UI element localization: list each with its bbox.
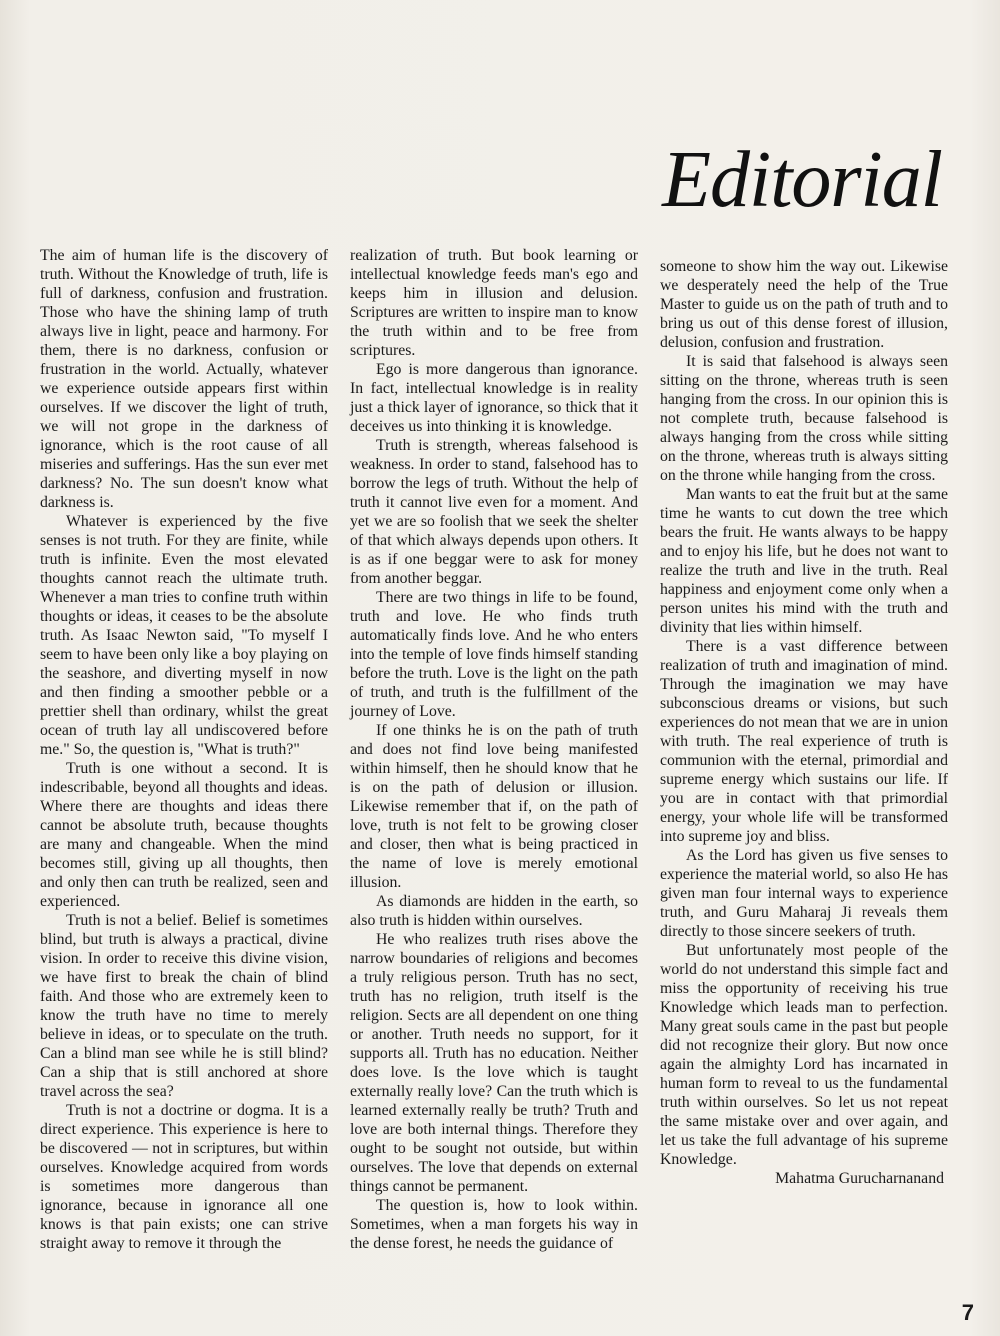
paragraph: The aim of human life is the discovery of truth. Without the Knowledge of truth, life is full of darkness, confusion and frustration. Those who have the shining lamp of truth always live in light, peace and harmony. For them, there is no darkness, confusion or frustration in the world. Actually, whatever we experience outside appears first within ourselves. If we discover the light of truth, we will not grope in the darkness of ignorance, which is the root cause of all miseries and sufferings. Has the sun ever met darkness? No. The sun doesn't know what darkness is.: [40, 247, 328, 511]
paragraph: But unfortunately most people of the world do not understand this simple fact and miss the opportunity of receiving his true Knowledge which leads man to perfection. Many great souls came in the past but people did not recognize their glory. But now once again the almighty Lord has incarnated in human form to reveal to us the fundamental truth within ourselves. So let us not repeat the same mistake over and over again, and let us take the full advantage of his supreme Knowledge.: [660, 942, 948, 1168]
column-3: [660, 257, 948, 1253]
paragraph: realization of truth. But book learning or intellectual knowledge feeds man's ego and keeps him in illusion and delusion. Scriptures are written to inspire man to know the truth within and to be free from scriptures.: [350, 247, 638, 359]
paragraph: The question is, how to look within. Sometimes, when a man forgets his way in the dense forest, he needs the guidance of: [350, 1197, 638, 1252]
paragraph: Truth is one without a second. It is indescribable, beyond all thoughts and ideas. Where there are thoughts and ideas there cannot be absolute truth, because thoughts are many and changeable. When the mind becomes still, giving up all thoughts, then and only then can truth be realized, seen and experienced.: [40, 760, 328, 910]
paragraph: Ego is more dangerous than ignorance. In fact, intellectual knowledge is in reality just a thick layer of ignorance, so thick that it deceives us into thinking it is knowledge.: [350, 361, 638, 435]
paragraph: There are two things in life to be found, truth and love. He who finds truth automatically finds love. And he who enters into the temple of love finds himself standing before the truth. Love is the light on the path of truth, and truth is the fulfillment of the journey of Love.: [350, 589, 638, 720]
paragraph: someone to show him the way out. Likewise we desperately need the help of the True Master to guide us on the path of truth and to bring us out of this dense forest of illusion, delusion, confusion and frustration.: [660, 258, 948, 351]
paragraph: As diamonds are hidden in the earth, so also truth is hidden within ourselves.: [350, 893, 638, 929]
paragraph: Truth is not a doctrine or dogma. It is a direct experience. This experience is here to be discovered — not in scriptures, but within ourselves. Knowledge acquired from words is sometimes more dangerous than ignorance, because in ignorance all one knows is that pain exists; one can strive straight away to remove it through the: [40, 1102, 328, 1252]
column-2: [350, 246, 638, 1253]
paragraph: If one thinks he is on the path of truth and does not find love being manifested within himself, then he should know that he is on the path of delusion or illusion. Likewise remember that if, on the path of love, truth is not felt to be growing closer and closer, then what is being practiced in the name of love is merely emotional illusion.: [350, 722, 638, 891]
paragraph: Truth is strength, whereas falsehood is weakness. In order to stand, falsehood has to borrow the legs of truth. Without the help of truth it cannot live even for a moment. And yet we are so foolish that we seek the shelter of that which always depends upon others. It is as if one beggar were to ask for money from another beggar.: [350, 437, 638, 587]
paragraph: He who realizes truth rises above the narrow boundaries of religions and becomes a truly religious person. Truth has no sect, truth has no religion, truth itself is the religion. Sects are all dependent on one thing or another. Truth needs no support, for it supports all. Truth has no education. Neither does love. Is the love which is taught externally really love? Can the truth which is learned externally really be truth? Truth and love are both internal things. Therefore they ought to be sought not outside, but within ourselves. The love that depends on external things cannot be permanent.: [350, 931, 638, 1195]
column-1: [40, 246, 328, 1253]
author-signature: Mahatma Gurucharnanand: [775, 1170, 944, 1187]
paragraph: It is said that falsehood is always seen sitting on the throne, whereas truth is seen hanging from the cross. In our opinion this is not complete truth, because falsehood is always hanging from the cross while sitting on the throne, whereas truth is always sitting on the throne while hanging from the cross.: [660, 353, 948, 484]
paragraph: Truth is not a belief. Belief is sometimes blind, but truth is always a practical, divine vision. In order to receive this divine vision, we have first to break the chain of blind faith. And those who are extremely keen to know the truth have no time to merely believe in ideas, or to speculate on the truth. Can a blind man see while he is still blind? Can a ship that is still anchored at shore travel across the sea?: [40, 912, 328, 1100]
paragraph: Whatever is experienced by the five senses is not truth. For they are finite, while truth is infinite. Even the most elevated thoughts cannot reach the ultimate truth. Whenever a man tries to confine truth within thoughts or ideas, it ceases to be the absolute truth. As Isaac Newton said, "To myself I seem to have been only like a boy playing on the seashore, and diverting myself in now and then finding a smoother pebble or a prettier shell than ordinary, whilst the great ocean of truth lay all undiscovered before me." So, the question is, "What is truth?": [40, 513, 328, 758]
page-number: 7: [961, 1300, 974, 1325]
paragraph: As the Lord has given us five senses to experience the material world, so also He has given man four internal ways to experience truth, and Guru Maharaj Ji reveals them directly to those sincere seekers of truth.: [660, 847, 948, 940]
paragraph: There is a vast difference between realization of truth and imagination of mind. Through the imagination we may have subconscious dreams or visions, but such experiences do not mean that we are in union with truth. The real experience of truth is communion with the eternal, primordial and supreme energy which sustains our life. If you are in contact with that primordial energy, your whole life will be transformed into supreme joy and bliss.: [660, 638, 948, 845]
page-title: Editorial: [662, 136, 942, 224]
article-body: [40, 246, 948, 1253]
paragraph: Man wants to eat the fruit but at the same time he wants to cut down the tree which bears the fruit. He wants always to be happy and to enjoy his life, but he does not want to realize the truth and live in the truth. Real happiness and enjoyment come only when a person unites his mind with the truth and divinity that lies within himself.: [660, 486, 948, 636]
